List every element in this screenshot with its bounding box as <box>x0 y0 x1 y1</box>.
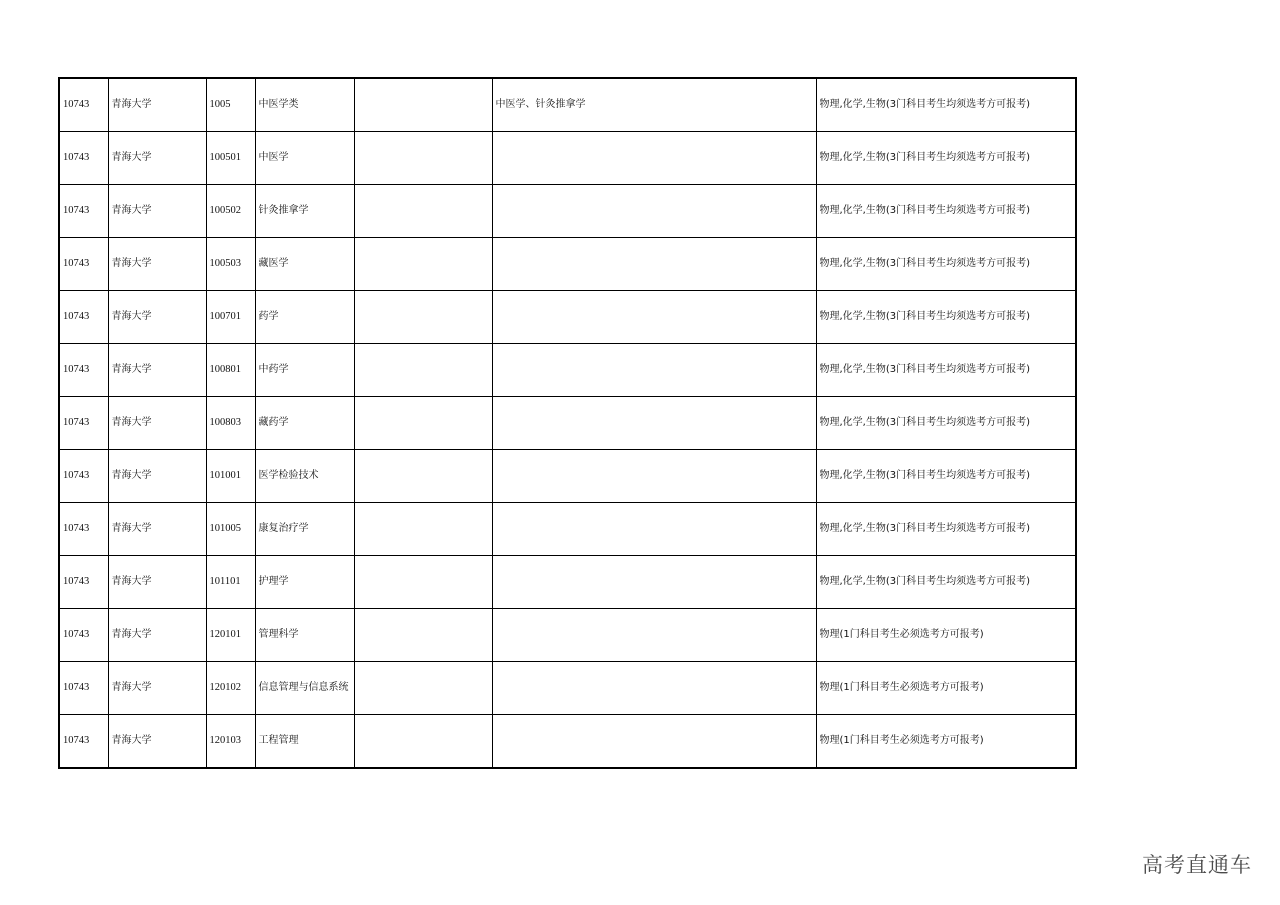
school-code-cell: 10743 <box>59 450 108 503</box>
table-body <box>59 78 1076 768</box>
major-code-cell: 100503 <box>206 238 255 291</box>
included-majors-cell <box>492 132 816 185</box>
school-name-cell: 青海大学 <box>108 185 206 238</box>
major-requirements-table <box>58 77 1077 769</box>
school-code-cell: 10743 <box>59 132 108 185</box>
school-name-cell: 青海大学 <box>108 662 206 715</box>
table-row <box>59 662 1076 715</box>
table-row <box>59 344 1076 397</box>
table-row <box>59 397 1076 450</box>
table-row <box>59 78 1076 132</box>
watermark-text: 高考直通车 <box>1142 853 1252 877</box>
subject-requirement-cell: 物理,化学,生物(3门科目考生均须选考方可报考) <box>816 185 1076 238</box>
major-code-cell: 120103 <box>206 715 255 769</box>
school-code-cell: 10743 <box>59 715 108 769</box>
table-row <box>59 291 1076 344</box>
included-majors-cell <box>492 662 816 715</box>
school-code-cell: 10743 <box>59 503 108 556</box>
included-majors-cell: 中医学、针灸推拿学 <box>492 78 816 132</box>
subject-requirement-cell: 物理,化学,生物(3门科目考生均须选考方可报考) <box>816 397 1076 450</box>
major-code-cell: 100701 <box>206 291 255 344</box>
subject-requirement-cell: 物理(1门科目考生必须选考方可报考) <box>816 662 1076 715</box>
note-cell <box>354 503 492 556</box>
school-code-cell: 10743 <box>59 556 108 609</box>
major-code-cell: 100502 <box>206 185 255 238</box>
school-code-cell: 10743 <box>59 238 108 291</box>
major-name-cell: 药学 <box>255 291 354 344</box>
school-name-cell: 青海大学 <box>108 556 206 609</box>
subject-requirement-cell: 物理,化学,生物(3门科目考生均须选考方可报考) <box>816 503 1076 556</box>
subject-requirement-cell: 物理,化学,生物(3门科目考生均须选考方可报考) <box>816 78 1076 132</box>
included-majors-cell <box>492 503 816 556</box>
major-name-cell: 藏药学 <box>255 397 354 450</box>
major-name-cell: 康复治疗学 <box>255 503 354 556</box>
school-name-cell: 青海大学 <box>108 397 206 450</box>
included-majors-cell <box>492 715 816 769</box>
major-name-cell: 工程管理 <box>255 715 354 769</box>
note-cell <box>354 609 492 662</box>
major-name-cell: 信息管理与信息系统 <box>255 662 354 715</box>
major-name-cell: 中医学类 <box>255 78 354 132</box>
included-majors-cell <box>492 397 816 450</box>
school-code-cell: 10743 <box>59 344 108 397</box>
school-code-cell: 10743 <box>59 78 108 132</box>
table-row <box>59 185 1076 238</box>
major-code-cell: 1005 <box>206 78 255 132</box>
table-row <box>59 450 1076 503</box>
school-name-cell: 青海大学 <box>108 450 206 503</box>
school-name-cell: 青海大学 <box>108 291 206 344</box>
note-cell <box>354 450 492 503</box>
note-cell <box>354 78 492 132</box>
subject-requirement-cell: 物理,化学,生物(3门科目考生均须选考方可报考) <box>816 291 1076 344</box>
school-name-cell: 青海大学 <box>108 715 206 769</box>
major-code-cell: 120101 <box>206 609 255 662</box>
table-row <box>59 132 1076 185</box>
major-code-cell: 100501 <box>206 132 255 185</box>
major-code-cell: 101001 <box>206 450 255 503</box>
table-row <box>59 556 1076 609</box>
major-name-cell: 藏医学 <box>255 238 354 291</box>
included-majors-cell <box>492 291 816 344</box>
included-majors-cell <box>492 185 816 238</box>
note-cell <box>354 344 492 397</box>
school-code-cell: 10743 <box>59 185 108 238</box>
note-cell <box>354 715 492 769</box>
table-row <box>59 503 1076 556</box>
major-name-cell: 医学检验技术 <box>255 450 354 503</box>
note-cell <box>354 132 492 185</box>
included-majors-cell <box>492 609 816 662</box>
included-majors-cell <box>492 556 816 609</box>
note-cell <box>354 291 492 344</box>
note-cell <box>354 556 492 609</box>
major-code-cell: 100803 <box>206 397 255 450</box>
school-code-cell: 10743 <box>59 662 108 715</box>
major-code-cell: 120102 <box>206 662 255 715</box>
major-code-cell: 100801 <box>206 344 255 397</box>
major-name-cell: 中医学 <box>255 132 354 185</box>
note-cell <box>354 662 492 715</box>
school-name-cell: 青海大学 <box>108 344 206 397</box>
subject-requirement-cell: 物理,化学,生物(3门科目考生均须选考方可报考) <box>816 344 1076 397</box>
school-name-cell: 青海大学 <box>108 609 206 662</box>
school-name-cell: 青海大学 <box>108 78 206 132</box>
included-majors-cell <box>492 238 816 291</box>
note-cell <box>354 185 492 238</box>
note-cell <box>354 397 492 450</box>
school-name-cell: 青海大学 <box>108 503 206 556</box>
subject-requirement-cell: 物理(1门科目考生必须选考方可报考) <box>816 609 1076 662</box>
major-name-cell: 管理科学 <box>255 609 354 662</box>
school-name-cell: 青海大学 <box>108 132 206 185</box>
table-row <box>59 609 1076 662</box>
included-majors-cell <box>492 450 816 503</box>
major-code-cell: 101005 <box>206 503 255 556</box>
subject-requirement-cell: 物理,化学,生物(3门科目考生均须选考方可报考) <box>816 238 1076 291</box>
major-name-cell: 护理学 <box>255 556 354 609</box>
school-code-cell: 10743 <box>59 397 108 450</box>
school-code-cell: 10743 <box>59 609 108 662</box>
major-name-cell: 针灸推拿学 <box>255 185 354 238</box>
note-cell <box>354 238 492 291</box>
subject-requirement-cell: 物理,化学,生物(3门科目考生均须选考方可报考) <box>816 556 1076 609</box>
school-name-cell: 青海大学 <box>108 238 206 291</box>
school-code-cell: 10743 <box>59 291 108 344</box>
table-row <box>59 715 1076 769</box>
major-name-cell: 中药学 <box>255 344 354 397</box>
major-code-cell: 101101 <box>206 556 255 609</box>
included-majors-cell <box>492 344 816 397</box>
subject-requirement-cell: 物理(1门科目考生必须选考方可报考) <box>816 715 1076 769</box>
subject-requirement-cell: 物理,化学,生物(3门科目考生均须选考方可报考) <box>816 132 1076 185</box>
subject-requirement-cell: 物理,化学,生物(3门科目考生均须选考方可报考) <box>816 450 1076 503</box>
table-row <box>59 238 1076 291</box>
